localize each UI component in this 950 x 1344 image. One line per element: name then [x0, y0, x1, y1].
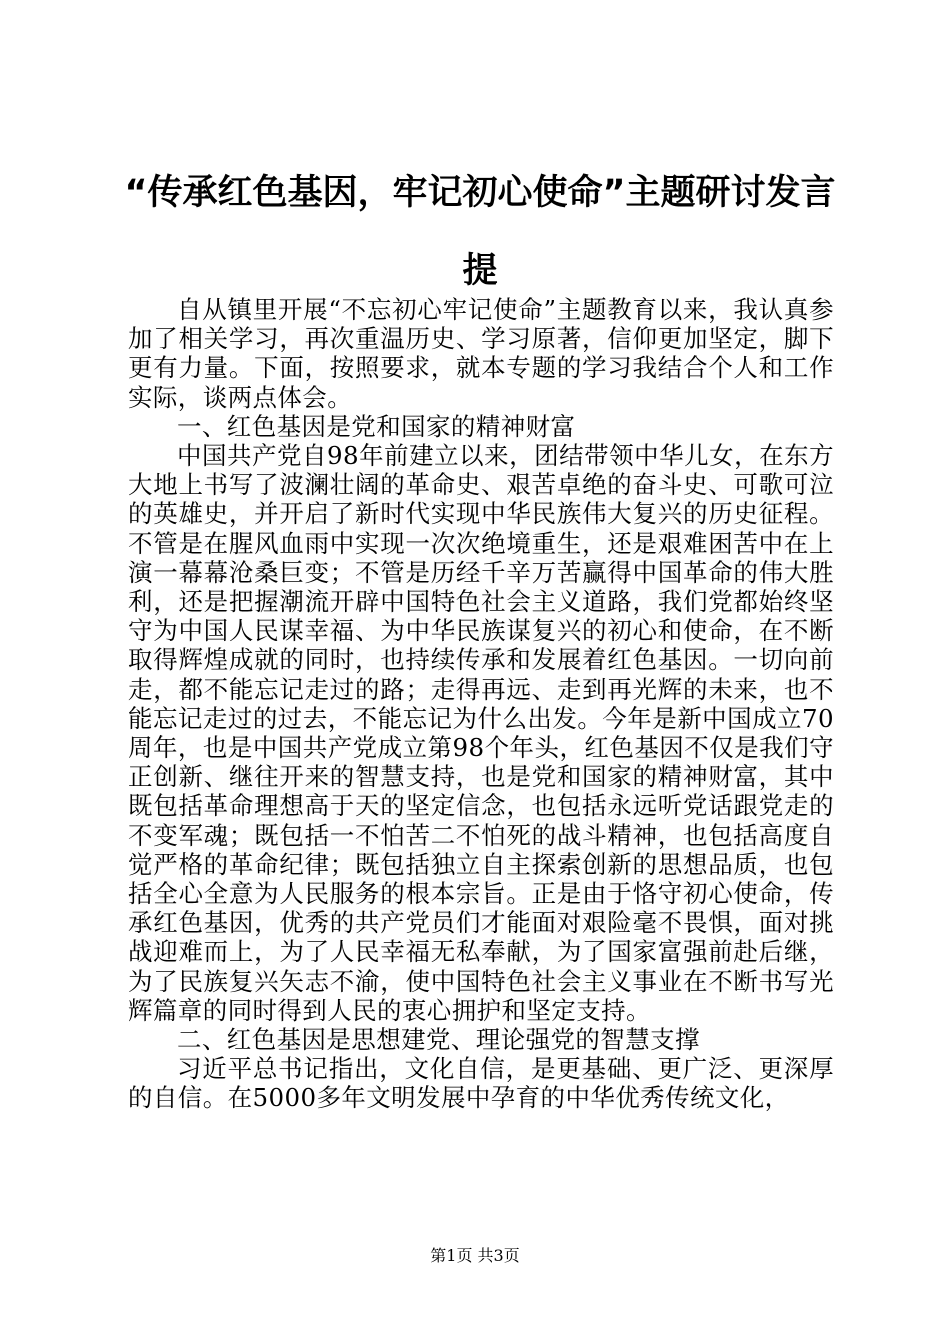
document-body	[128, 295, 834, 1113]
page-footer: 第1页 共3页	[430, 1246, 520, 1265]
section-heading-2: 二、红色基因是思想建党、理论强党的智慧支撑	[177, 1025, 700, 1055]
intro-paragraph: 自从镇里开展“不忘初心牢记使命”主题教育以来，我认真参加了相关学习，再次重温历史、学习原著，信仰更加坚定，脚下更有力量。下面，按照要求，就本专题的学习我结合个人和工作实际，谈两点体会。	[128, 295, 834, 412]
body-paragraph: 习近平总书记指出，文化自信，是更基础、更广泛、更深厚的自信。在5000多年文明发展中孕育的中华优秀传统文化，	[128, 1054, 834, 1113]
section-heading-1: 一、红色基因是党和国家的精神财富	[177, 411, 576, 441]
document-title: “传承红色基因，牢记初心使命”主题研讨发言提	[124, 173, 836, 291]
body-paragraph: 中国共产党自98年前建立以来，团结带领中华儿女，在东方大地上书写了波澜壮阔的革命史、艰苦卓绝的奋斗史、可歌可泣的英雄史，并开启了新时代实现中华民族伟大复兴的历史征程。不管是在腥风血雨中实现一次次绝境重生，还是艰难困苦中在上演一幕幕沧桑巨变；不管是历经千辛万苦赢得中国革命的伟大胜利，还是把握潮流开辟中国特色社会主义道路，我们党都始终坚守为中国人民谋幸福、为中华民族谋复兴的初心和使命，在不断取得辉煌成就的同时，也持续传承和发展着红色基因。一切向前走，都不能忘记走过的路；走得再远、走到再光辉的未来，也不能忘记走过的过去，不能忘记为什么出发。今年是新中国成立70周年，也是中国共产党成立第98个年头，红色基因不仅是我们守正创新、继往开来的智慧支持，也是党和国家的精神财富，其中既包括革命理想高于天的坚定信念，也包括永远听党话跟党走的不变军魂；既包括一不怕苦二不怕死的战斗精神，也包括高度自觉严格的革命纪律；既包括独立自主探索创新的思想品质，也包括全心全意为人民服务的根本宗旨。正是由于恪守初心使命，传承红色基因，优秀的共产党员们才能面对艰险毫不畏惧，面对挑战迎难而上，为了人民幸福无私奉献，为了国家富强前赴后继，为了民族复兴矢志不渝，使中国特色社会主义事业在不断书写光辉篇章的同时得到人民的衷心拥护和坚定支持。	[128, 441, 834, 1025]
